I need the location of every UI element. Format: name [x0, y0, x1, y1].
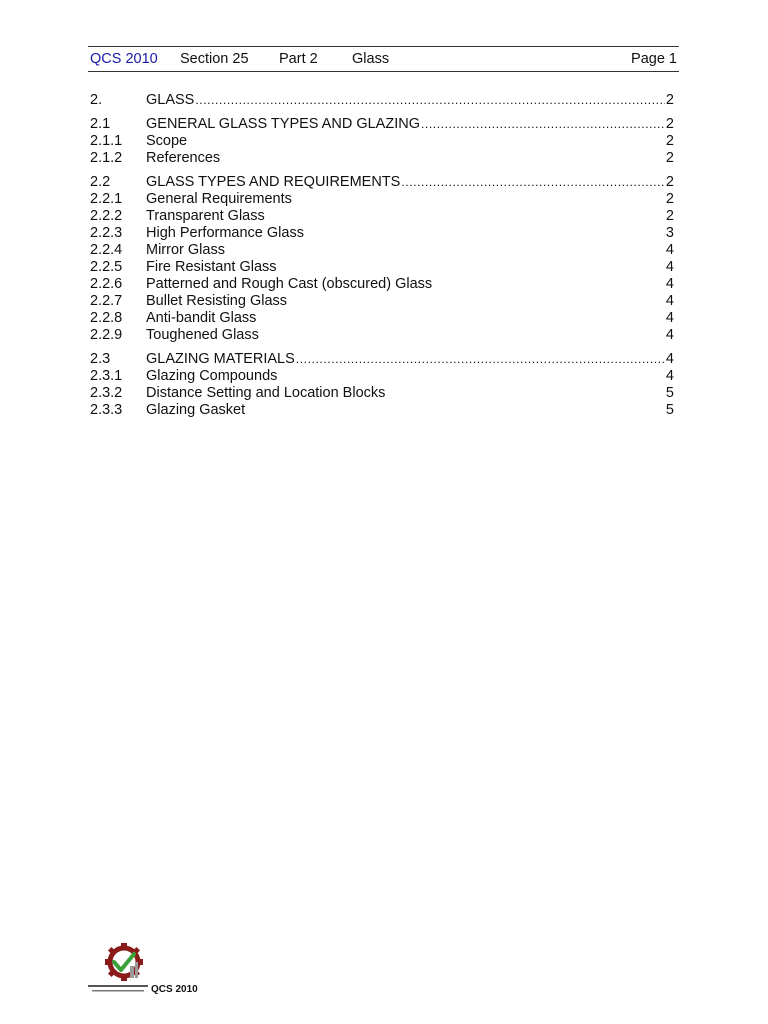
toc-entry-number: 2.2.2 — [90, 208, 123, 224]
toc-entry-page: 4 — [665, 242, 674, 258]
toc-subsection-entry[interactable] — [90, 402, 674, 419]
page-header — [88, 46, 679, 72]
toc-entry-title: Glazing Gasket — [146, 402, 246, 418]
toc-entry-page: 5 — [665, 385, 674, 401]
toc-subsection-entry[interactable] — [90, 293, 674, 310]
toc-entry-page: 4 — [665, 276, 674, 292]
toc-entry-number: 2.2.9 — [90, 327, 123, 343]
toc-entry-page: 2 — [665, 116, 674, 132]
toc-entry-page: 2 — [665, 208, 674, 224]
toc-entry-number: 2.1.1 — [90, 133, 123, 149]
toc-entry-title: Glazing Compounds — [146, 368, 278, 384]
toc-subsection-entry[interactable] — [90, 310, 674, 327]
toc-entry-page: 5 — [665, 402, 674, 418]
toc-subsection-entry[interactable] — [90, 150, 674, 167]
toc-entry-number: 2.3.1 — [90, 368, 123, 384]
toc-entry-page: 2 — [665, 191, 674, 207]
toc-subsection-entry[interactable] — [90, 327, 674, 344]
toc-section-entry[interactable] — [90, 116, 674, 133]
toc-entry-title: Mirror Glass — [146, 242, 225, 258]
toc-subsection-entry[interactable] — [90, 133, 674, 150]
toc-entry-title: Patterned and Rough Cast (obscured) Glass — [146, 276, 433, 292]
header-section: Section 25 — [180, 51, 249, 67]
toc-entry-number: 2.2.5 — [90, 259, 123, 275]
dot-leader — [296, 351, 665, 368]
toc-entry-number: 2.3.2 — [90, 385, 123, 401]
toc-entry-page: 4 — [665, 368, 674, 384]
toc-entry-page: 3 — [665, 225, 674, 241]
toc-gap — [90, 344, 674, 351]
toc-entry-title: GLASS — [146, 92, 195, 108]
header-title: Glass — [352, 51, 390, 67]
footer-code: QCS 2010 — [151, 984, 198, 995]
toc-entry-number: 2.2.3 — [90, 225, 123, 241]
building-icon — [130, 962, 138, 978]
table-of-contents — [90, 92, 674, 419]
toc-entry-number: 2. — [90, 92, 103, 108]
toc-entry-page: 4 — [665, 327, 674, 343]
toc-entry-number: 2.2.6 — [90, 276, 123, 292]
toc-entry-title: Bullet Resisting Glass — [146, 293, 288, 309]
toc-subsection-entry[interactable] — [90, 368, 674, 385]
toc-entry-number: 2.3.3 — [90, 402, 123, 418]
dot-leader — [401, 174, 665, 191]
toc-entry-number: 2.2 — [90, 174, 111, 190]
toc-subsection-entry[interactable] — [90, 385, 674, 402]
toc-section-entry[interactable] — [90, 351, 674, 368]
toc-entry-page: 4 — [665, 310, 674, 326]
toc-entry-title: GENERAL GLASS TYPES AND GLAZING — [146, 116, 420, 132]
toc-entry-title: General Requirements — [146, 191, 292, 207]
toc-entry-number: 2.3 — [90, 351, 111, 367]
toc-entry-title: Anti-bandit Glass — [146, 310, 257, 326]
header-page-number: Page 1 — [631, 51, 677, 67]
toc-entry-title: GLASS TYPES AND REQUIREMENTS — [146, 174, 401, 190]
toc-entry-number: 2.2.4 — [90, 242, 123, 258]
toc-entry-title: References — [146, 150, 221, 166]
toc-entry-number: 2.1.2 — [90, 150, 123, 166]
toc-gap — [90, 167, 674, 174]
toc-entry-title: Toughened Glass — [146, 327, 259, 343]
toc-subsection-entry[interactable] — [90, 225, 674, 242]
toc-entry-title: GLAZING MATERIALS — [146, 351, 295, 367]
toc-subsection-entry[interactable] — [90, 276, 674, 293]
toc-entry-page: 2 — [665, 174, 674, 190]
toc-entry-title: Fire Resistant Glass — [146, 259, 277, 275]
dot-leader — [421, 116, 665, 133]
toc-entry-page: 2 — [665, 150, 674, 166]
toc-entry-page: 2 — [665, 92, 674, 108]
toc-entry-number: 2.2.8 — [90, 310, 123, 326]
toc-entry-page: 4 — [665, 293, 674, 309]
toc-subsection-entry[interactable] — [90, 191, 674, 208]
toc-entry-number: 2.2.1 — [90, 191, 123, 207]
toc-entry-title: Scope — [146, 133, 188, 149]
header-code: QCS 2010 — [90, 51, 158, 67]
toc-entry-title: Transparent Glass — [146, 208, 265, 224]
toc-entry-title: High Performance Glass — [146, 225, 304, 241]
toc-entry-page: 2 — [665, 133, 674, 149]
toc-subsection-entry[interactable] — [90, 259, 674, 276]
toc-section-entry[interactable] — [90, 92, 674, 109]
toc-entry-page: 4 — [665, 351, 674, 367]
toc-section-entry[interactable] — [90, 174, 674, 191]
toc-gap — [90, 109, 674, 116]
dot-leader — [195, 92, 665, 109]
toc-subsection-entry[interactable] — [90, 242, 674, 259]
header-part: Part 2 — [279, 51, 318, 67]
toc-subsection-entry[interactable] — [90, 208, 674, 225]
qcs-gear-logo-icon — [86, 940, 152, 996]
toc-entry-title: Distance Setting and Location Blocks — [146, 385, 386, 401]
toc-entry-page: 4 — [665, 259, 674, 275]
toc-entry-number: 2.1 — [90, 116, 111, 132]
toc-entry-number: 2.2.7 — [90, 293, 123, 309]
